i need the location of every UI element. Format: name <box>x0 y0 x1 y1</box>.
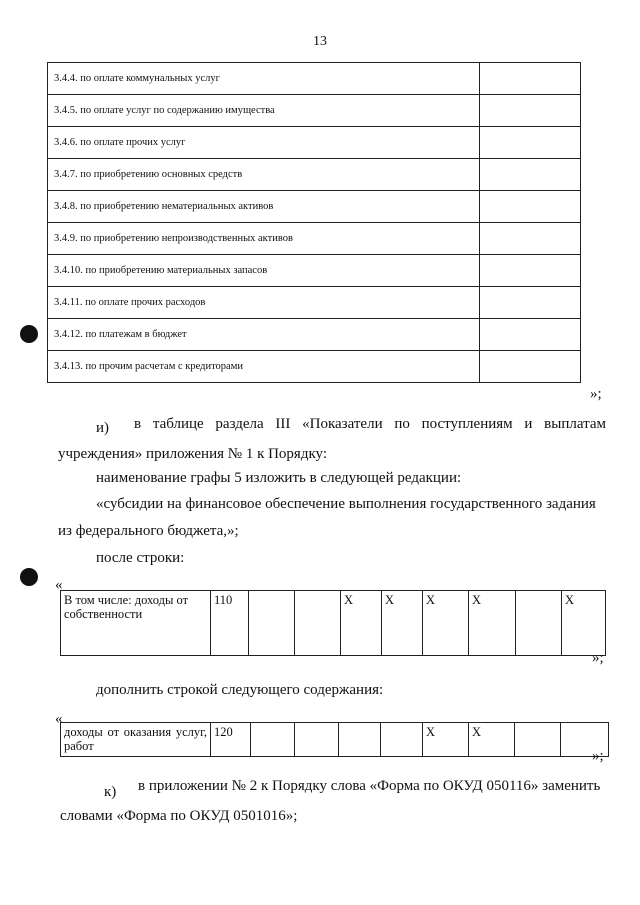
row-label: 3.4.4. по оплате коммунальных услуг <box>48 63 480 95</box>
row-120-table <box>60 722 609 757</box>
punch-hole-dot <box>20 325 38 343</box>
row-110-table <box>60 590 606 656</box>
column-5-line: наименование графы 5 изложить в следующей редакции: <box>96 470 462 486</box>
row-label: 3.4.9. по приобретению непроизводственных активов <box>48 223 480 255</box>
row-label: 3.4.12. по платежам в бюджет <box>48 319 480 351</box>
value-cell <box>480 63 581 95</box>
table-row <box>48 191 581 223</box>
table-cell: Х <box>423 723 469 757</box>
page-number: 13 <box>313 34 327 49</box>
open-quote: « <box>55 711 63 727</box>
value-cell <box>480 159 581 191</box>
item-i-text-continued: учреждения» приложения № 1 к Порядку: <box>58 446 328 462</box>
table-cell <box>249 591 295 656</box>
value-cell <box>480 223 581 255</box>
closing-quote: »; <box>592 748 604 764</box>
table-cell <box>516 591 562 656</box>
open-quote: « <box>55 577 63 593</box>
table-cell <box>251 723 295 757</box>
value-cell <box>480 255 581 287</box>
table-cell <box>295 723 339 757</box>
table-row <box>48 223 581 255</box>
row-label: 3.4.5. по оплате услуг по содержанию имущества <box>48 95 480 127</box>
row-code: 110 <box>211 591 249 656</box>
table-row <box>48 351 581 383</box>
row-label: 3.4.8. по приобретению нематериальных активов <box>48 191 480 223</box>
item-k-text: в приложении № 2 к Порядку слова «Форма по ОКУД 050116» заменить <box>138 778 601 794</box>
row-label: 3.4.11. по оплате прочих расходов <box>48 287 480 319</box>
value-cell <box>480 95 581 127</box>
item-i-text: в таблице раздела III «Показатели по поступлениям и выплатам <box>134 416 606 432</box>
row-label: В том числе: доходы от собственности <box>61 591 211 656</box>
table-row <box>61 723 609 757</box>
table-cell: Х <box>469 723 515 757</box>
row-label: 3.4.13. по прочим расчетам с кредиторами <box>48 351 480 383</box>
item-k-label: к) <box>104 784 117 800</box>
subsidy-line-2: из федерального бюджета,»; <box>58 523 239 539</box>
value-cell <box>480 191 581 223</box>
after-row-line: после строки: <box>96 550 185 566</box>
table-row <box>48 95 581 127</box>
row-label: 3.4.10. по приобретению материальных запасов <box>48 255 480 287</box>
table-cell <box>515 723 561 757</box>
table-row <box>48 287 581 319</box>
table-cell <box>295 591 341 656</box>
row-label: доходы от оказания услуг, работ <box>61 723 211 757</box>
table-cell: Х <box>562 591 606 656</box>
closing-quote: »; <box>592 650 604 666</box>
table-cell: Х <box>423 591 469 656</box>
table-row <box>48 255 581 287</box>
item-k-text-continued: словами «Форма по ОКУД 0501016»; <box>60 808 298 824</box>
table-row <box>48 127 581 159</box>
row-label: 3.4.7. по приобретению основных средств <box>48 159 480 191</box>
table-row <box>48 63 581 95</box>
item-i-label: и) <box>96 420 110 436</box>
row-label: 3.4.6. по оплате прочих услуг <box>48 127 480 159</box>
value-cell <box>480 351 581 383</box>
table-cell: Х <box>469 591 516 656</box>
table-cell <box>381 723 423 757</box>
table-row <box>61 591 606 656</box>
expenses-table <box>47 62 581 383</box>
subsidy-line-1: «субсидии на финансовое обеспечение выполнения государственного задания <box>96 496 596 512</box>
value-cell <box>480 287 581 319</box>
table-row <box>48 159 581 191</box>
add-row-line: дополнить строкой следующего содержания: <box>96 682 384 698</box>
value-cell <box>480 127 581 159</box>
table-cell <box>339 723 381 757</box>
table-cell: Х <box>341 591 382 656</box>
row-code: 120 <box>211 723 251 757</box>
punch-hole-dot <box>20 568 38 586</box>
closing-quote: »; <box>590 386 602 402</box>
table-row <box>48 319 581 351</box>
table-cell: Х <box>382 591 423 656</box>
value-cell <box>480 319 581 351</box>
